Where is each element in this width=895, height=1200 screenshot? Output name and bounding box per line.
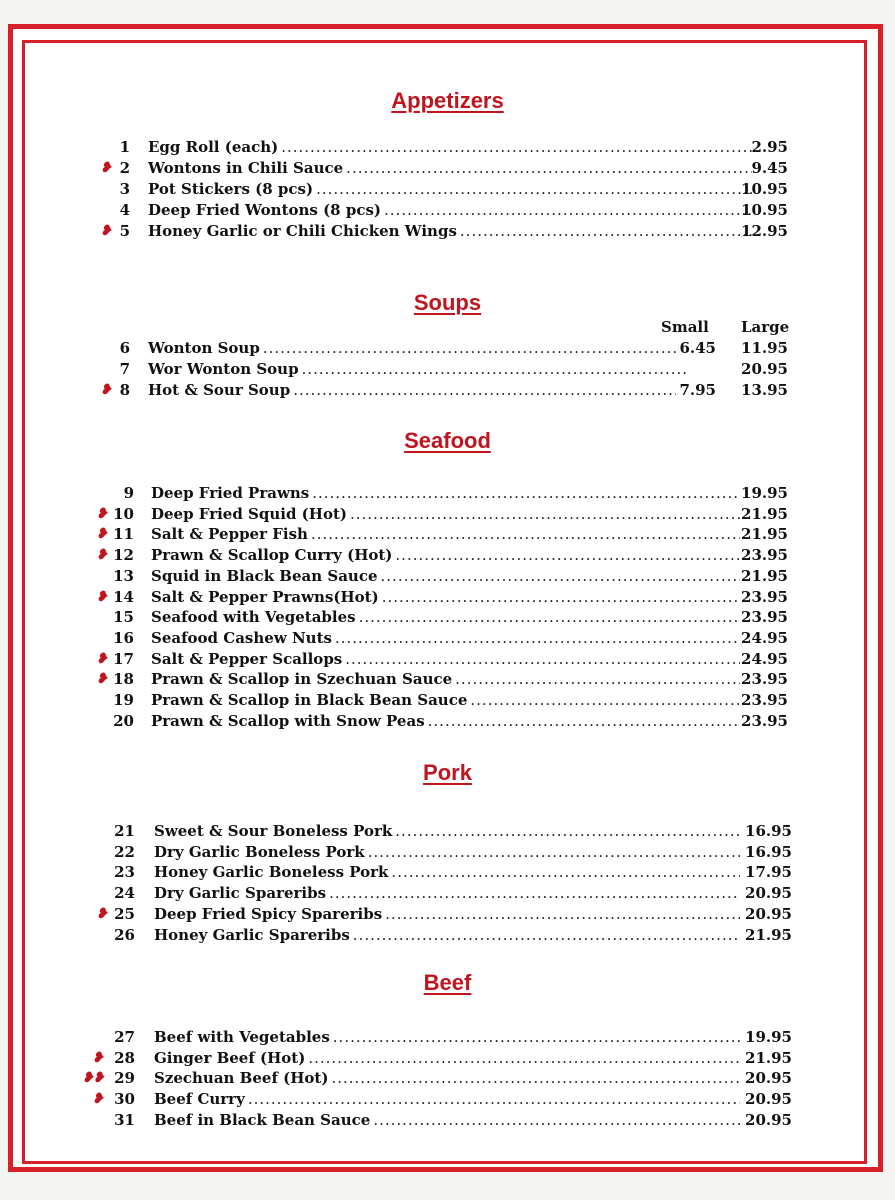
dot-leader [333, 1027, 740, 1048]
item-name: Wonton Soup [148, 339, 260, 357]
item-name: Prawn & Scallop in Black Bean Sauce [151, 691, 468, 709]
item-price: 19.95 [745, 1028, 792, 1046]
menu-item-row [0, 200, 895, 221]
chili-pepper-icon: ❥ [92, 1091, 103, 1108]
dot-leader [359, 607, 740, 628]
item-name-with-leader [151, 545, 740, 566]
item-number: 31 [114, 1110, 135, 1129]
dot-leader [391, 862, 740, 883]
chili-pepper-icon: ❥ [96, 547, 107, 564]
item-number: 6 [119, 339, 130, 357]
item-name-with-leader [151, 483, 740, 504]
dot-leader [395, 545, 740, 566]
item-price: 20.95 [745, 904, 792, 923]
menu-item-row [0, 925, 895, 946]
item-price: 12.95 [741, 222, 788, 240]
beef-heading-text: Beef [423, 970, 472, 995]
chili-pepper-icon: ❥ [100, 160, 111, 176]
item-number: 27 [114, 1028, 135, 1046]
item-price: 20.95 [745, 1110, 792, 1129]
menu-item-row [0, 669, 895, 690]
dot-leader [335, 628, 740, 649]
item-price: 21.95 [741, 566, 788, 585]
menu-item-row [0, 504, 895, 525]
menu-item-row [0, 1027, 895, 1048]
dot-leader [263, 338, 676, 359]
menu-item-row [0, 158, 895, 179]
dot-leader [316, 179, 752, 200]
item-price: 23.95 [741, 546, 788, 565]
section-title-beef [0, 970, 895, 996]
menu-item-row [0, 524, 895, 545]
dot-leader [455, 669, 740, 690]
dot-leader [460, 221, 752, 242]
menu-item-row [0, 1089, 895, 1110]
item-name: Beef in Black Bean Sauce [154, 1110, 371, 1129]
item-price: 21.95 [745, 1048, 792, 1067]
item-price: 23.95 [741, 587, 788, 606]
item-name: Seafood with Vegetables [151, 608, 356, 627]
menu-item-row [0, 1068, 895, 1089]
item-price: 21.95 [745, 925, 792, 944]
item-number: 29 [114, 1069, 135, 1088]
item-name: Pot Stickers (8 pcs) [148, 180, 314, 198]
dot-leader [248, 1089, 740, 1110]
menu-item-row [0, 628, 895, 649]
menu-item-row [0, 607, 895, 628]
item-price: 20.95 [745, 884, 792, 903]
item-name-with-leader [154, 1089, 740, 1110]
item-price: 23.95 [741, 608, 788, 627]
item-number: 7 [119, 360, 130, 378]
item-name-with-leader [154, 821, 740, 842]
section-title-seafood [0, 428, 895, 454]
item-name: Prawn & Scallop with Snow Peas [151, 711, 425, 730]
item-name-with-leader [154, 1048, 740, 1069]
dot-leader [385, 904, 740, 925]
item-name-with-leader [154, 842, 740, 863]
item-name: Dry Garlic Boneless Pork [154, 842, 365, 861]
item-number: 4 [119, 201, 130, 219]
chili-pepper-icon: ❥ [96, 671, 107, 688]
item-number: 30 [114, 1090, 135, 1109]
chili-pepper-icon: ❥ [100, 382, 111, 398]
item-name-with-leader [148, 380, 676, 401]
menu-item-row [0, 338, 895, 359]
dot-leader [373, 1110, 740, 1131]
menu-item-row [0, 545, 895, 566]
item-name-with-leader [151, 649, 740, 670]
dot-leader [470, 690, 740, 711]
item-name: Dry Garlic Spareribs [154, 884, 327, 903]
menu-item-row [0, 179, 895, 200]
item-number: 16 [113, 628, 134, 647]
item-price: 21.95 [741, 504, 788, 523]
item-number: 19 [113, 691, 134, 709]
item-number: 20 [113, 711, 134, 730]
item-price: 9.45 [751, 159, 788, 177]
item-name-with-leader [148, 359, 686, 380]
soups-column-large: Large [741, 318, 790, 336]
item-name-with-leader [151, 669, 740, 690]
item-number: 5 [119, 222, 130, 240]
item-name-with-leader [151, 566, 740, 587]
item-name-with-leader [154, 1068, 740, 1089]
menu-item-row [0, 690, 895, 711]
menu-item-row [0, 711, 895, 732]
appetizers-heading-text: Appetizers [391, 88, 504, 113]
chili-pepper-icon: ❥ [92, 1049, 103, 1066]
section-title-pork [0, 760, 895, 786]
menu-item-row [0, 483, 895, 504]
item-name: Hot & Sour Soup [148, 381, 291, 399]
item-price: 17.95 [745, 863, 792, 882]
dot-leader [293, 380, 676, 401]
item-name-with-leader [154, 904, 740, 925]
item-name: Salt & Pepper Fish [151, 525, 308, 544]
item-name-with-leader [151, 711, 740, 732]
item-number: 21 [114, 822, 135, 840]
dot-leader [353, 925, 740, 946]
item-name: Salt & Pepper Scallops [151, 649, 343, 668]
item-name: Prawn & Scallop in Szechuan Sauce [151, 670, 453, 689]
item-number: 2 [119, 159, 130, 177]
item-price: 2.95 [751, 138, 788, 156]
item-name: Sweet & Sour Boneless Pork [154, 822, 393, 840]
dot-leader [331, 1068, 740, 1089]
menu-item-row [0, 359, 895, 380]
item-price: 20.95 [745, 1090, 792, 1109]
dot-leader [382, 587, 740, 608]
dot-leader [428, 711, 740, 732]
dot-leader [302, 359, 686, 380]
chili-pepper-icon: ❥ [96, 588, 107, 605]
item-price-large: 11.95 [741, 339, 788, 357]
item-price: 23.95 [741, 691, 788, 709]
item-price: 24.95 [741, 649, 788, 668]
item-name: Ginger Beef (Hot) [154, 1048, 306, 1067]
section-title-soups [0, 290, 895, 316]
item-name-with-leader [151, 690, 740, 711]
item-price: 10.95 [741, 201, 788, 219]
item-number: 13 [113, 566, 134, 585]
dot-leader [346, 158, 752, 179]
item-name: Deep Fried Squid (Hot) [151, 504, 347, 523]
item-number: 10 [113, 504, 134, 523]
dot-leader [384, 200, 752, 221]
item-name: Szechuan Beef (Hot) [154, 1069, 329, 1088]
soups-heading-text: Soups [413, 290, 482, 315]
menu-item-row [0, 137, 895, 158]
item-name: Honey Garlic Spareribs [154, 925, 350, 944]
dot-leader [395, 821, 740, 842]
item-name-with-leader [151, 628, 740, 649]
item-number: 12 [113, 546, 134, 565]
item-number: 9 [123, 484, 134, 502]
dot-leader [368, 842, 740, 863]
item-name: Wontons in Chili Sauce [148, 159, 344, 177]
dot-leader [329, 883, 740, 904]
item-name: Honey Garlic or Chili Chicken Wings [148, 222, 457, 240]
item-price: 16.95 [745, 842, 792, 861]
item-price: 16.95 [745, 822, 792, 840]
dot-leader [312, 483, 740, 504]
chili-pepper-icon: ❥ [96, 650, 107, 667]
item-price-large: 13.95 [741, 381, 788, 399]
item-name: Deep Fried Spicy Spareribs [154, 904, 383, 923]
item-name-with-leader [154, 1110, 740, 1131]
dot-leader [311, 524, 740, 545]
item-name: Squid in Black Bean Sauce [151, 566, 378, 585]
item-name: Salt & Pepper Prawns(Hot) [151, 587, 379, 606]
chili-pepper-icon: ❥ [96, 905, 107, 922]
menu-item-row [0, 904, 895, 925]
item-number: 18 [113, 670, 134, 689]
seafood-heading-text: Seafood [404, 428, 491, 453]
item-name-with-leader [151, 587, 740, 608]
item-number: 14 [113, 587, 134, 606]
item-number: 17 [113, 649, 134, 668]
item-name-with-leader [148, 137, 752, 158]
item-name-with-leader [154, 925, 740, 946]
item-price: 21.95 [741, 525, 788, 544]
item-number: 3 [119, 180, 130, 198]
menu-item-row [0, 1110, 895, 1131]
dot-leader [350, 504, 740, 525]
dot-leader [381, 566, 740, 587]
item-price-small: 7.95 [679, 381, 716, 399]
item-name: Honey Garlic Boneless Pork [154, 863, 389, 882]
dot-leader [308, 1048, 740, 1069]
chili-pepper-icon: ❥ [100, 223, 111, 239]
item-name: Seafood Cashew Nuts [151, 628, 332, 647]
item-price: 19.95 [741, 484, 788, 502]
menu-item-row [0, 862, 895, 883]
soups-column-small: Small [661, 318, 709, 336]
menu-item-row [0, 842, 895, 863]
item-name-with-leader [148, 338, 676, 359]
menu-item-row [0, 221, 895, 242]
item-name-with-leader [148, 158, 752, 179]
menu-item-row [0, 380, 895, 401]
item-name-with-leader [154, 1027, 740, 1048]
item-number: 25 [114, 904, 135, 923]
chili-pepper-icon: ❥ [96, 526, 107, 543]
item-number: 8 [119, 381, 130, 399]
item-name-with-leader [151, 607, 740, 628]
menu-item-row [0, 649, 895, 670]
item-name: Beef with Vegetables [154, 1028, 330, 1046]
item-name-with-leader [154, 862, 740, 883]
item-number: 15 [113, 608, 134, 627]
item-name-with-leader [154, 883, 740, 904]
item-name: Beef Curry [154, 1090, 245, 1109]
item-name-with-leader [151, 504, 740, 525]
item-price: 10.95 [741, 180, 788, 198]
item-name-with-leader [151, 524, 740, 545]
chili-pepper-icon: ❥ [96, 505, 107, 522]
item-price: 23.95 [741, 670, 788, 689]
menu-item-row [0, 566, 895, 587]
item-price: 23.95 [741, 711, 788, 730]
item-price: 24.95 [741, 628, 788, 647]
chili-pepper-icon: ❥❥ [82, 1070, 104, 1087]
item-name-with-leader [148, 200, 752, 221]
menu-item-row [0, 1048, 895, 1069]
menu-item-row [0, 821, 895, 842]
item-price-large: 20.95 [741, 360, 788, 378]
item-price-small: 6.45 [679, 339, 716, 357]
item-number: 26 [114, 925, 135, 944]
item-number: 24 [114, 884, 135, 903]
item-number: 1 [119, 138, 130, 156]
item-number: 23 [114, 863, 135, 882]
item-price: 20.95 [745, 1069, 792, 1088]
item-name: Deep Fried Wontons (8 pcs) [148, 201, 382, 219]
dot-leader [281, 137, 752, 158]
item-number: 22 [114, 842, 135, 861]
item-name: Wor Wonton Soup [148, 360, 299, 378]
item-name-with-leader [148, 179, 752, 200]
dot-leader [345, 649, 740, 670]
menu-item-row [0, 883, 895, 904]
item-number: 11 [113, 525, 134, 544]
item-name-with-leader [148, 221, 752, 242]
menu-item-row [0, 587, 895, 608]
item-name: Prawn & Scallop Curry (Hot) [151, 546, 393, 565]
item-number: 28 [114, 1048, 135, 1067]
item-name: Deep Fried Prawns [151, 484, 310, 502]
section-title-appetizers [0, 88, 895, 114]
item-name: Egg Roll (each) [148, 138, 279, 156]
pork-heading-text: Pork [423, 760, 472, 785]
